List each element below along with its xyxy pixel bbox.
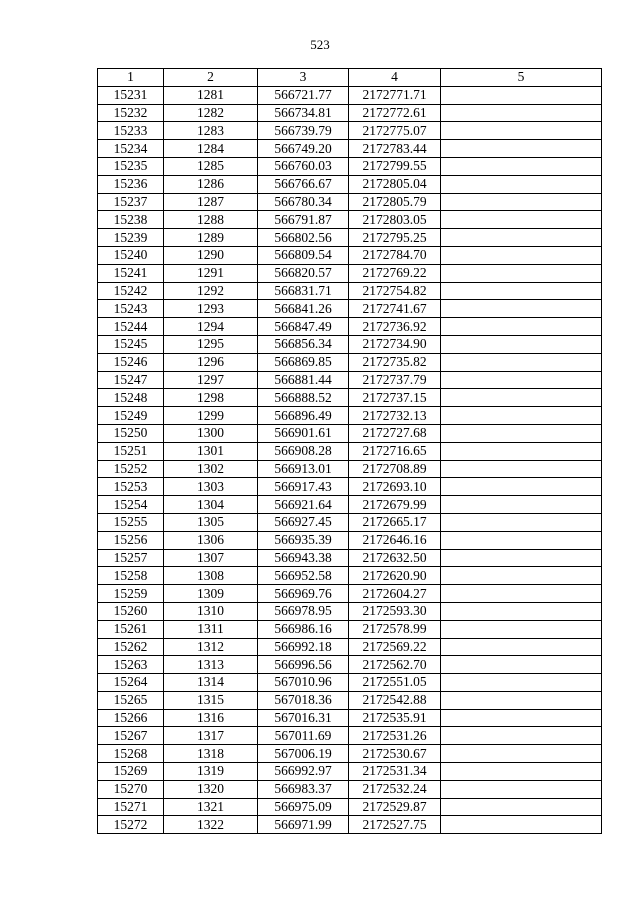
y-coordinate-cell: 2172620.90 <box>349 567 441 585</box>
note-cell <box>441 567 602 585</box>
vertex-number-cell: 1288 <box>164 211 258 229</box>
x-coordinate-cell: 566986.16 <box>258 620 349 638</box>
table-row <box>98 104 602 122</box>
y-coordinate-cell: 2172805.04 <box>349 175 441 193</box>
y-coordinate-cell: 2172737.15 <box>349 389 441 407</box>
table-row <box>98 86 602 104</box>
table-row <box>98 602 602 620</box>
table-row <box>98 211 602 229</box>
x-coordinate-cell: 566969.76 <box>258 585 349 603</box>
vertex-number-cell: 1287 <box>164 193 258 211</box>
table-row <box>98 513 602 531</box>
vertex-number-cell: 1290 <box>164 246 258 264</box>
table-row <box>98 478 602 496</box>
vertex-number-cell: 1318 <box>164 745 258 763</box>
vertex-number-cell: 1322 <box>164 816 258 834</box>
vertex-number-cell: 1321 <box>164 798 258 816</box>
x-coordinate-cell: 566721.77 <box>258 86 349 104</box>
vertex-number-cell: 1281 <box>164 86 258 104</box>
y-coordinate-cell: 2172551.05 <box>349 674 441 692</box>
point-number-cell: 15243 <box>98 300 164 318</box>
point-number-cell: 15239 <box>98 229 164 247</box>
point-number-cell: 15237 <box>98 193 164 211</box>
table-row <box>98 780 602 798</box>
point-number-cell: 15238 <box>98 211 164 229</box>
vertex-number-cell: 1291 <box>164 264 258 282</box>
note-cell <box>441 460 602 478</box>
x-coordinate-cell: 566992.18 <box>258 638 349 656</box>
y-coordinate-cell: 2172529.87 <box>349 798 441 816</box>
note-cell <box>441 424 602 442</box>
y-coordinate-cell: 2172772.61 <box>349 104 441 122</box>
y-coordinate-cell: 2172775.07 <box>349 122 441 140</box>
y-coordinate-cell: 2172530.67 <box>349 745 441 763</box>
point-number-cell: 15236 <box>98 175 164 193</box>
vertex-number-cell: 1309 <box>164 585 258 603</box>
vertex-number-cell: 1302 <box>164 460 258 478</box>
point-number-cell: 15241 <box>98 264 164 282</box>
point-number-cell: 15261 <box>98 620 164 638</box>
table-row <box>98 496 602 514</box>
y-coordinate-cell: 2172795.25 <box>349 229 441 247</box>
point-number-cell: 15234 <box>98 140 164 158</box>
point-number-cell: 15249 <box>98 407 164 425</box>
y-coordinate-cell: 2172784.70 <box>349 246 441 264</box>
vertex-number-cell: 1284 <box>164 140 258 158</box>
note-cell <box>441 638 602 656</box>
table-row <box>98 727 602 745</box>
table-row <box>98 638 602 656</box>
y-coordinate-cell: 2172805.79 <box>349 193 441 211</box>
vertex-number-cell: 1298 <box>164 389 258 407</box>
point-number-cell: 15251 <box>98 442 164 460</box>
vertex-number-cell: 1313 <box>164 656 258 674</box>
note-cell <box>441 691 602 709</box>
y-coordinate-cell: 2172665.17 <box>349 513 441 531</box>
point-number-cell: 15257 <box>98 549 164 567</box>
note-cell <box>441 371 602 389</box>
note-cell <box>441 282 602 300</box>
x-coordinate-cell: 566896.49 <box>258 407 349 425</box>
table-row <box>98 460 602 478</box>
vertex-number-cell: 1314 <box>164 674 258 692</box>
vertex-number-cell: 1292 <box>164 282 258 300</box>
point-number-cell: 15253 <box>98 478 164 496</box>
vertex-number-cell: 1295 <box>164 335 258 353</box>
x-coordinate-cell: 567011.69 <box>258 727 349 745</box>
x-coordinate-cell: 566869.85 <box>258 353 349 371</box>
vertex-number-cell: 1293 <box>164 300 258 318</box>
vertex-number-cell: 1296 <box>164 353 258 371</box>
table-row <box>98 318 602 336</box>
note-cell <box>441 531 602 549</box>
note-cell <box>441 264 602 282</box>
y-coordinate-cell: 2172771.71 <box>349 86 441 104</box>
x-coordinate-cell: 566901.61 <box>258 424 349 442</box>
column-header-4: 4 <box>349 69 441 87</box>
vertex-number-cell: 1311 <box>164 620 258 638</box>
point-number-cell: 15245 <box>98 335 164 353</box>
note-cell <box>441 193 602 211</box>
x-coordinate-cell: 566820.57 <box>258 264 349 282</box>
x-coordinate-cell: 567018.36 <box>258 691 349 709</box>
y-coordinate-cell: 2172632.50 <box>349 549 441 567</box>
x-coordinate-cell: 566975.09 <box>258 798 349 816</box>
vertex-number-cell: 1304 <box>164 496 258 514</box>
table-row <box>98 282 602 300</box>
table-row <box>98 549 602 567</box>
y-coordinate-cell: 2172693.10 <box>349 478 441 496</box>
table-body <box>98 86 602 833</box>
column-header-3: 3 <box>258 69 349 87</box>
note-cell <box>441 798 602 816</box>
vertex-number-cell: 1305 <box>164 513 258 531</box>
x-coordinate-cell: 566913.01 <box>258 460 349 478</box>
table-row <box>98 264 602 282</box>
point-number-cell: 15233 <box>98 122 164 140</box>
vertex-number-cell: 1317 <box>164 727 258 745</box>
table-row <box>98 567 602 585</box>
note-cell <box>441 727 602 745</box>
vertex-number-cell: 1306 <box>164 531 258 549</box>
note-cell <box>441 816 602 834</box>
table-row <box>98 745 602 763</box>
note-cell <box>441 211 602 229</box>
y-coordinate-cell: 2172531.26 <box>349 727 441 745</box>
note-cell <box>441 780 602 798</box>
point-number-cell: 15231 <box>98 86 164 104</box>
table-row <box>98 335 602 353</box>
point-number-cell: 15269 <box>98 763 164 781</box>
x-coordinate-cell: 566952.58 <box>258 567 349 585</box>
y-coordinate-cell: 2172679.99 <box>349 496 441 514</box>
x-coordinate-cell: 566888.52 <box>258 389 349 407</box>
column-header-5: 5 <box>441 69 602 87</box>
x-coordinate-cell: 566791.87 <box>258 211 349 229</box>
note-cell <box>441 513 602 531</box>
table-row <box>98 674 602 692</box>
point-number-cell: 15259 <box>98 585 164 603</box>
vertex-number-cell: 1297 <box>164 371 258 389</box>
point-number-cell: 15248 <box>98 389 164 407</box>
y-coordinate-cell: 2172531.34 <box>349 763 441 781</box>
vertex-number-cell: 1308 <box>164 567 258 585</box>
x-coordinate-cell: 566917.43 <box>258 478 349 496</box>
x-coordinate-cell: 566760.03 <box>258 157 349 175</box>
x-coordinate-cell: 566983.37 <box>258 780 349 798</box>
x-coordinate-cell: 566971.99 <box>258 816 349 834</box>
x-coordinate-cell: 566978.95 <box>258 602 349 620</box>
table-row <box>98 816 602 834</box>
y-coordinate-cell: 2172803.05 <box>349 211 441 229</box>
note-cell <box>441 335 602 353</box>
y-coordinate-cell: 2172727.68 <box>349 424 441 442</box>
y-coordinate-cell: 2172716.65 <box>349 442 441 460</box>
y-coordinate-cell: 2172735.82 <box>349 353 441 371</box>
point-number-cell: 15246 <box>98 353 164 371</box>
point-number-cell: 15242 <box>98 282 164 300</box>
x-coordinate-cell: 566943.38 <box>258 549 349 567</box>
note-cell <box>441 549 602 567</box>
note-cell <box>441 585 602 603</box>
note-cell <box>441 709 602 727</box>
x-coordinate-cell: 566802.56 <box>258 229 349 247</box>
point-number-cell: 15270 <box>98 780 164 798</box>
vertex-number-cell: 1316 <box>164 709 258 727</box>
point-number-cell: 15256 <box>98 531 164 549</box>
table-row <box>98 300 602 318</box>
x-coordinate-cell: 566780.34 <box>258 193 349 211</box>
point-number-cell: 15268 <box>98 745 164 763</box>
x-coordinate-cell: 566927.45 <box>258 513 349 531</box>
point-number-cell: 15263 <box>98 656 164 674</box>
note-cell <box>441 602 602 620</box>
table-row <box>98 531 602 549</box>
note-cell <box>441 656 602 674</box>
table-row <box>98 656 602 674</box>
vertex-number-cell: 1312 <box>164 638 258 656</box>
x-coordinate-cell: 566992.97 <box>258 763 349 781</box>
table-row <box>98 620 602 638</box>
note-cell <box>441 407 602 425</box>
y-coordinate-cell: 2172604.27 <box>349 585 441 603</box>
table-row <box>98 424 602 442</box>
note-cell <box>441 620 602 638</box>
note-cell <box>441 122 602 140</box>
y-coordinate-cell: 2172799.55 <box>349 157 441 175</box>
x-coordinate-cell: 567010.96 <box>258 674 349 692</box>
point-number-cell: 15260 <box>98 602 164 620</box>
point-number-cell: 15267 <box>98 727 164 745</box>
vertex-number-cell: 1315 <box>164 691 258 709</box>
page-number: 523 <box>310 37 330 52</box>
table-row <box>98 389 602 407</box>
note-cell <box>441 300 602 318</box>
table-row <box>98 691 602 709</box>
x-coordinate-cell: 566935.39 <box>258 531 349 549</box>
point-number-cell: 15240 <box>98 246 164 264</box>
note-cell <box>441 478 602 496</box>
table-row <box>98 798 602 816</box>
note-cell <box>441 104 602 122</box>
note-cell <box>441 353 602 371</box>
x-coordinate-cell: 566841.26 <box>258 300 349 318</box>
table-row <box>98 709 602 727</box>
column-header-2: 2 <box>164 69 258 87</box>
table-row <box>98 442 602 460</box>
table-row <box>98 407 602 425</box>
point-number-cell: 15235 <box>98 157 164 175</box>
point-number-cell: 15255 <box>98 513 164 531</box>
vertex-number-cell: 1299 <box>164 407 258 425</box>
y-coordinate-cell: 2172737.79 <box>349 371 441 389</box>
y-coordinate-cell: 2172754.82 <box>349 282 441 300</box>
point-number-cell: 15247 <box>98 371 164 389</box>
x-coordinate-cell: 567006.19 <box>258 745 349 763</box>
y-coordinate-cell: 2172527.75 <box>349 816 441 834</box>
note-cell <box>441 674 602 692</box>
x-coordinate-cell: 567016.31 <box>258 709 349 727</box>
table-row <box>98 140 602 158</box>
x-coordinate-cell: 566996.56 <box>258 656 349 674</box>
x-coordinate-cell: 566809.54 <box>258 246 349 264</box>
table-row <box>98 353 602 371</box>
vertex-number-cell: 1310 <box>164 602 258 620</box>
point-number-cell: 15250 <box>98 424 164 442</box>
point-number-cell: 15254 <box>98 496 164 514</box>
note-cell <box>441 745 602 763</box>
table-row <box>98 193 602 211</box>
vertex-number-cell: 1285 <box>164 157 258 175</box>
y-coordinate-cell: 2172769.22 <box>349 264 441 282</box>
table-row <box>98 763 602 781</box>
x-coordinate-cell: 566921.64 <box>258 496 349 514</box>
y-coordinate-cell: 2172783.44 <box>349 140 441 158</box>
note-cell <box>441 246 602 264</box>
table-row <box>98 246 602 264</box>
table-row <box>98 229 602 247</box>
vertex-number-cell: 1319 <box>164 763 258 781</box>
table-header-row <box>98 69 602 87</box>
note-cell <box>441 175 602 193</box>
y-coordinate-cell: 2172578.99 <box>349 620 441 638</box>
y-coordinate-cell: 2172569.22 <box>349 638 441 656</box>
vertex-number-cell: 1294 <box>164 318 258 336</box>
x-coordinate-cell: 566908.28 <box>258 442 349 460</box>
table-row <box>98 122 602 140</box>
note-cell <box>441 496 602 514</box>
y-coordinate-cell: 2172542.88 <box>349 691 441 709</box>
x-coordinate-cell: 566881.44 <box>258 371 349 389</box>
vertex-number-cell: 1283 <box>164 122 258 140</box>
note-cell <box>441 140 602 158</box>
vertex-number-cell: 1307 <box>164 549 258 567</box>
vertex-number-cell: 1286 <box>164 175 258 193</box>
table-row <box>98 585 602 603</box>
point-number-cell: 15266 <box>98 709 164 727</box>
y-coordinate-cell: 2172732.13 <box>349 407 441 425</box>
y-coordinate-cell: 2172736.92 <box>349 318 441 336</box>
x-coordinate-cell: 566856.34 <box>258 335 349 353</box>
note-cell <box>441 442 602 460</box>
point-number-cell: 15258 <box>98 567 164 585</box>
y-coordinate-cell: 2172646.16 <box>349 531 441 549</box>
point-number-cell: 15265 <box>98 691 164 709</box>
table-row <box>98 157 602 175</box>
note-cell <box>441 318 602 336</box>
vertex-number-cell: 1289 <box>164 229 258 247</box>
x-coordinate-cell: 566831.71 <box>258 282 349 300</box>
coordinates-table <box>97 68 602 834</box>
vertex-number-cell: 1282 <box>164 104 258 122</box>
table-row <box>98 175 602 193</box>
vertex-number-cell: 1320 <box>164 780 258 798</box>
vertex-number-cell: 1301 <box>164 442 258 460</box>
point-number-cell: 15232 <box>98 104 164 122</box>
note-cell <box>441 157 602 175</box>
note-cell <box>441 86 602 104</box>
y-coordinate-cell: 2172708.89 <box>349 460 441 478</box>
y-coordinate-cell: 2172532.24 <box>349 780 441 798</box>
vertex-number-cell: 1303 <box>164 478 258 496</box>
point-number-cell: 15271 <box>98 798 164 816</box>
point-number-cell: 15252 <box>98 460 164 478</box>
y-coordinate-cell: 2172535.91 <box>349 709 441 727</box>
x-coordinate-cell: 566749.20 <box>258 140 349 158</box>
x-coordinate-cell: 566766.67 <box>258 175 349 193</box>
x-coordinate-cell: 566847.49 <box>258 318 349 336</box>
table-row <box>98 371 602 389</box>
note-cell <box>441 229 602 247</box>
y-coordinate-cell: 2172562.70 <box>349 656 441 674</box>
x-coordinate-cell: 566739.79 <box>258 122 349 140</box>
note-cell <box>441 763 602 781</box>
point-number-cell: 15262 <box>98 638 164 656</box>
column-header-1: 1 <box>98 69 164 87</box>
point-number-cell: 15264 <box>98 674 164 692</box>
note-cell <box>441 389 602 407</box>
point-number-cell: 15272 <box>98 816 164 834</box>
point-number-cell: 15244 <box>98 318 164 336</box>
vertex-number-cell: 1300 <box>164 424 258 442</box>
x-coordinate-cell: 566734.81 <box>258 104 349 122</box>
y-coordinate-cell: 2172593.30 <box>349 602 441 620</box>
y-coordinate-cell: 2172741.67 <box>349 300 441 318</box>
y-coordinate-cell: 2172734.90 <box>349 335 441 353</box>
